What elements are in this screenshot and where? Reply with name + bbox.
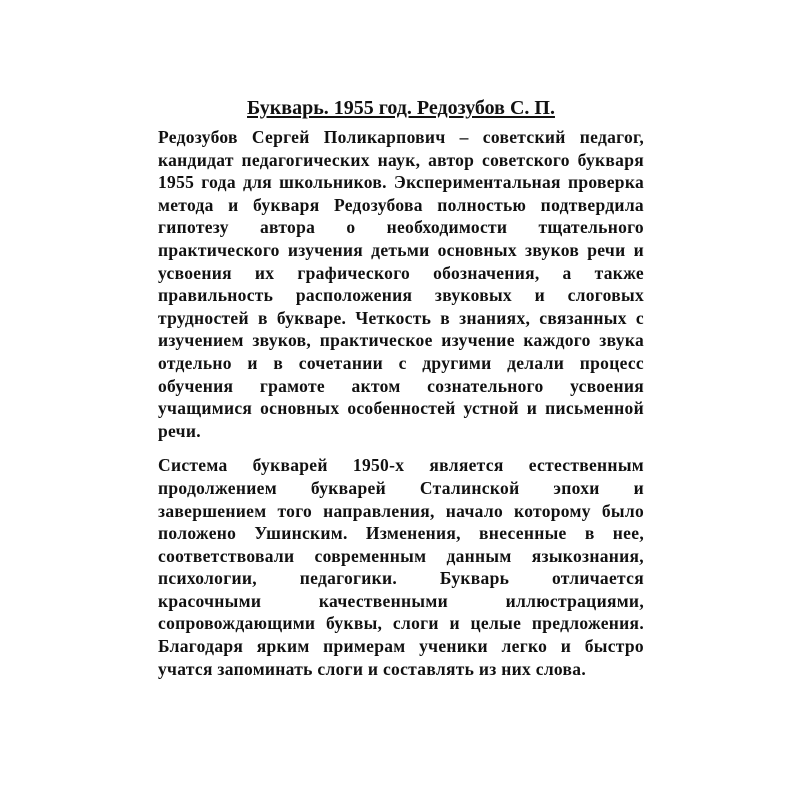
paragraph-line: метода и букваря Редозубова полностью подтвердила bbox=[158, 194, 644, 215]
paragraph-line: 1955 года для школьников. Экспериментальная проверка bbox=[158, 172, 644, 193]
paragraph-line: продолжением букварей Сталинской эпохи и bbox=[158, 477, 644, 498]
paragraph-line: учащимися основных особенностей устной и письменной bbox=[158, 398, 644, 419]
paragraph-line: сопровождающими буквы, слоги и целые предложения. bbox=[158, 613, 644, 634]
paragraph-line: изучением звуков, практическое изучение каждого звука bbox=[158, 330, 644, 351]
paragraph-line: практического изучения детьми основных звуков речи и bbox=[158, 239, 644, 260]
document-title: Букварь. 1955 год. Редозубов С. П. bbox=[247, 97, 555, 119]
paragraph-line: соответствовали современным данным языкознания, bbox=[158, 545, 644, 566]
paragraph-line: кандидат педагогических наук, автор советского букваря bbox=[158, 149, 644, 170]
paragraph-spacer bbox=[158, 442, 644, 454]
paragraph-line: положено Ушинским. Изменения, внесенные в нее, bbox=[158, 523, 644, 544]
paragraph-line: Благодаря ярким примерам ученики легко и быстро bbox=[158, 636, 644, 657]
paragraph-line: завершением того направления, начало которому было bbox=[158, 500, 644, 521]
paragraph-line: учатся запоминать слоги и составлять из них слова. bbox=[158, 658, 587, 679]
paragraph-line: Система букварей 1950-х является естественным bbox=[158, 455, 644, 476]
paragraph-line: речи. bbox=[158, 420, 201, 441]
paragraph-line: правильность расположения звуковых и слоговых bbox=[158, 285, 644, 306]
paragraph-1 bbox=[158, 126, 644, 442]
document-page bbox=[158, 96, 644, 680]
paragraph-line: усвоения их графического обозначения, а также bbox=[158, 262, 644, 283]
paragraph-line: обучения грамоте актом сознательного усвоения bbox=[158, 375, 644, 396]
paragraph-line: трудностей в букваре. Четкость в знаниях, связанных с bbox=[158, 307, 644, 328]
paragraph-line: психологии, педагогики. Букварь отличается bbox=[158, 568, 644, 589]
paragraph-line: отдельно и в сочетании с другими делали процесс bbox=[158, 352, 644, 373]
paragraph-line: красочными качественными иллюстрациями, bbox=[158, 590, 644, 611]
paragraph-2 bbox=[158, 454, 644, 680]
paragraph-line: гипотезу автора о необходимости тщательного bbox=[158, 217, 644, 238]
paragraph-line: Редозубов Сергей Поликарпович – советский педагог, bbox=[158, 127, 644, 147]
